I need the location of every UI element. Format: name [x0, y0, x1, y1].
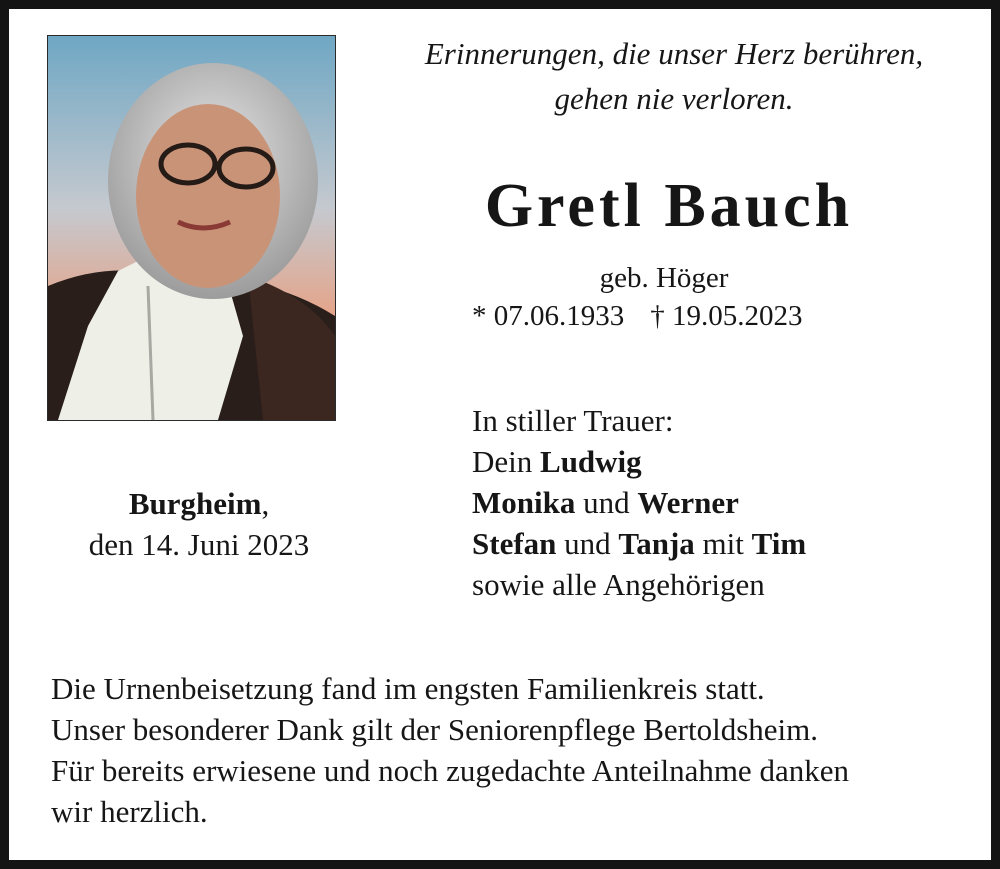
mourner-name: Tim	[751, 526, 807, 561]
mourner-joiner: und	[556, 526, 619, 561]
memorial-quote	[374, 31, 974, 121]
mourner-name: Tanja	[618, 526, 695, 561]
mourners-list	[472, 400, 806, 605]
mourner-joiner: mit	[694, 526, 752, 561]
town-suffix: ,	[261, 486, 270, 521]
mourner-name: Ludwig	[540, 444, 642, 479]
life-dates	[472, 299, 803, 333]
portrait-photo	[47, 35, 336, 421]
portrait-illustration	[48, 36, 335, 420]
place-and-date	[39, 483, 359, 565]
closing-text	[51, 668, 971, 832]
place-line	[39, 483, 359, 524]
mourner-name: Werner	[637, 485, 739, 520]
mourner-joiner: und	[575, 485, 638, 520]
mourners-intro: In stiller Trauer:	[472, 403, 674, 438]
closing-line-1: Die Urnenbeisetzung fand im engsten Familienkreis statt.	[51, 671, 765, 706]
town-name: Burgheim	[128, 486, 262, 521]
mourner-name: Monika	[472, 485, 576, 520]
mourner-prefix: Dein	[472, 444, 541, 479]
notice-date: den 14. Juni 2023	[88, 527, 310, 562]
closing-line-2: Unser besonderer Dank gilt der Seniorenpflege Bertoldsheim.	[51, 712, 819, 747]
birth-date: * 07.06.1933	[472, 300, 625, 332]
closing-line-3: Für bereits erwiesene und noch zugedachte Anteilnahme danken	[51, 753, 849, 788]
quote-line-2: gehen nie verloren.	[554, 81, 794, 116]
mourner-line-2	[472, 482, 806, 523]
death-date: † 19.05.2023	[650, 300, 803, 332]
mourner-line-3	[472, 523, 806, 564]
quote-line-1: Erinnerungen, die unser Herz berühren,	[424, 36, 924, 71]
deceased-name: Gretl Bauch	[484, 172, 854, 240]
mourner-line-1	[472, 441, 806, 482]
closing-line-4: wir herzlich.	[51, 794, 208, 829]
mourner-name: Stefan	[472, 526, 557, 561]
maiden-name: geb. Höger	[599, 262, 729, 294]
mourners-closing: sowie alle Angehörigen	[472, 567, 765, 602]
